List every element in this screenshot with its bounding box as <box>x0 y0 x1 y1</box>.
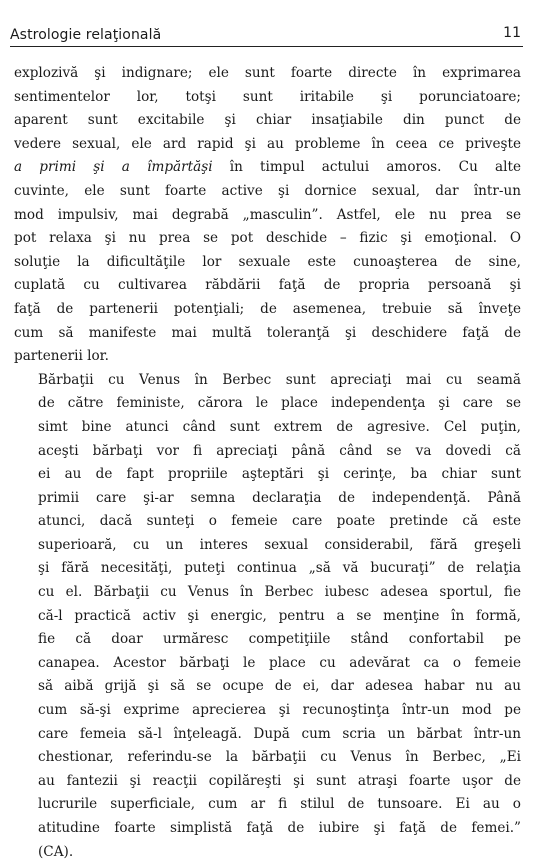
text-line: aceşti bărbaţi vor fi apreciaţi până când se va dovedi că <box>38 442 521 459</box>
text-line: cum să manifeste mai multă toleranţă şi deschidere faţă de <box>14 324 521 341</box>
paragraph-1 <box>14 62 521 369</box>
text-line: mod impulsiv, mai degrabă „masculin”. Astfel, ele nu prea se <box>14 206 521 223</box>
text-line: vedere sexual, ele ard rapid şi au probleme în ceea ce priveşte <box>14 135 521 152</box>
text-line: partenerii lor. <box>14 348 109 365</box>
text-line: au fantezii şi reacţii copilăreşti şi sunt atraşi foarte uşor de <box>38 772 521 789</box>
text-line: cu el. Bărbaţii cu Venus în Berbec iubesc adesea sportul, fie <box>38 584 521 601</box>
emphasis-text: a primi şi a împărtăşi <box>14 159 213 176</box>
text-line: (CA). <box>38 843 74 860</box>
text-line: aparent sunt excitabile şi chiar insaţiabile din punct de <box>14 112 521 129</box>
page-number: 11 <box>503 25 521 41</box>
text-line: Bărbaţii cu Venus în Berbec sunt apreciaţi mai cu seamă <box>38 371 521 388</box>
text-line: canapea. Acestor bărbaţi le place cu adevărat ca o femeie <box>38 654 521 671</box>
text-line: pot relaxa şi nu prea se pot deschide – fizic şi emoţional. O <box>14 230 521 247</box>
text-line-with-emphasis <box>14 156 521 180</box>
text-line: sentimentelor lor, totşi sunt iritabile şi porunciatoare; <box>14 88 521 105</box>
text-line: faţă de partenerii potenţiali; de asemenea, trebuie să înveţe <box>14 300 521 317</box>
text-line: fie că doar urmăresc competiţiile stând confortabil pe <box>38 631 521 648</box>
text-line: ei au de fapt propriile aşteptări şi cerinţe, ba chiar sunt <box>38 466 521 483</box>
text-line: că-l practică activ şi energic, pentru a se menţine în formă, <box>38 607 521 624</box>
text-line: simt bine atunci când sunt extrem de agresive. Cel puţin, <box>38 418 521 435</box>
text-line: atunci, dacă sunteţi o femeie care poate pretinde că este <box>38 513 521 530</box>
text-line: soluţie la dificultăţile lor sexuale este cunoaşterea de sine, <box>14 253 521 270</box>
text-line: primii care şi-ar semna declaraţia de independenţă. Până <box>38 489 521 506</box>
text-line: superioară, cu un interes sexual considerabil, fără greşeli <box>38 536 521 553</box>
text-line: şi fără necesităţi, puteţi continua „să vă bucuraţi” de relaţia <box>38 560 521 577</box>
text-line: cuplată cu cultivarea răbdării faţă de propria persoană şi <box>14 277 521 294</box>
text-fragment: în timpul actului amoros. Cu alte <box>212 159 521 176</box>
text-line: cum să-şi exprime aprecierea şi recunoştinţa într-un mod pe <box>38 702 521 719</box>
text-line: lucrurile superficiale, cum ar fi stilul de tunsoare. Ei au o <box>38 796 521 813</box>
text-line: să aibă grijă şi să se ocupe de ei, dar adesea habar nu au <box>38 678 521 695</box>
text-line: de către feministe, cărora le place independenţa şi care se <box>38 395 521 412</box>
text-line: atitudine foarte simplistă faţă de iubire şi faţă de femei.” <box>38 820 521 836</box>
page-header <box>10 24 523 47</box>
paragraph-2 <box>14 369 521 864</box>
body-text <box>14 62 521 864</box>
text-line: chestionar, referindu-se la bărbaţii cu Venus în Berbec, „Ei <box>38 749 521 766</box>
running-title: Astrologie relaţională <box>10 27 162 43</box>
text-line: care femeia să-l înţeleagă. După cum scria un bărbat într-un <box>38 725 521 742</box>
text-line: cuvinte, ele sunt foarte active şi dornice sexual, dar într-un <box>14 182 521 199</box>
text-line: explozivă şi indignare; ele sunt foarte directe în exprimarea <box>14 65 521 81</box>
